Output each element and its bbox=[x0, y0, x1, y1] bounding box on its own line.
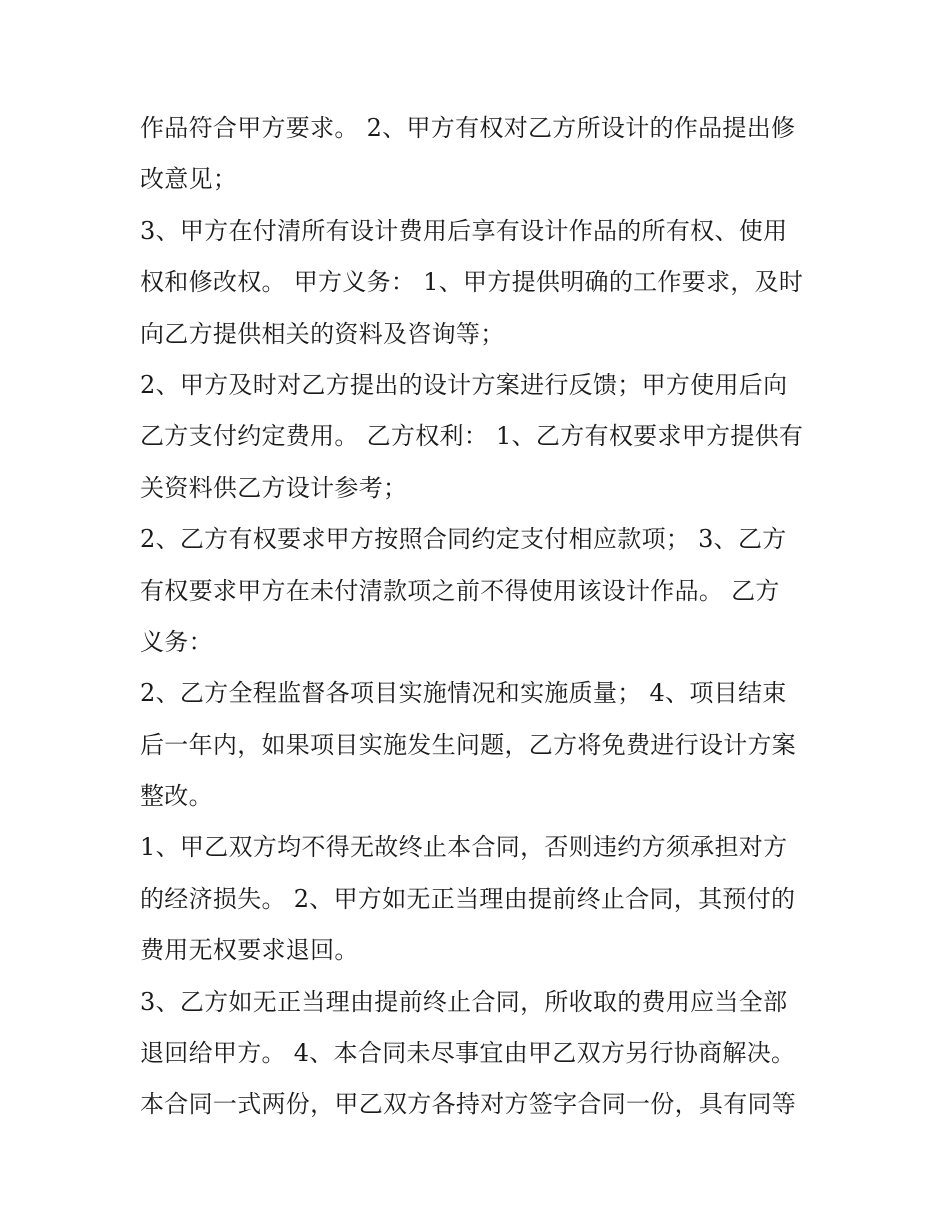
text-line: 1、甲乙双方均不得无故终止本合同，否则违约方须承担对方 bbox=[140, 833, 788, 862]
text-line: 2、甲方及时对乙方提出的设计方案进行反馈；甲方使用后向 bbox=[140, 370, 788, 399]
text-line: 3、乙方如无正当理由提前终止合同，所收取的费用应当全部 bbox=[140, 987, 788, 1016]
text-line: 后一年内，如果项目实施发生问题，乙方将免费进行设计方案 bbox=[140, 730, 797, 759]
text-line: 整改。 bbox=[140, 782, 213, 811]
text-line: 3、甲方在付清所有设计费用后享有设计作品的所有权、使用 bbox=[140, 216, 788, 245]
text-line: 退回给甲方。 4、本合同未尽事宜由甲乙双方另行协商解决。 bbox=[140, 1039, 796, 1068]
text-line: 2、乙方有权要求甲方按照合同约定支付相应款项； 3、乙方 bbox=[140, 525, 787, 554]
text-line: 作品符合甲方要求。 2、甲方有权对乙方所设计的作品提出修 bbox=[140, 114, 796, 142]
text-line: 改意见； bbox=[140, 165, 238, 194]
text-line: 有权要求甲方在未付清款项之前不得使用该设计作品。 乙方 bbox=[140, 576, 780, 605]
text-line: 的经济损失。 2、甲方如无正当理由提前终止合同，其预付的 bbox=[140, 884, 796, 913]
text-line: 费用无权要求退回。 bbox=[140, 936, 359, 965]
text-line: 义务： bbox=[140, 627, 213, 656]
document-body bbox=[140, 103, 830, 1131]
text-line: 向乙方提供相关的资料及咨询等； bbox=[140, 319, 505, 348]
text-line: 本合同一式两份，甲乙双方各持对方签字合同一份，具有同等 bbox=[140, 1090, 797, 1119]
text-line: 2、乙方全程监督各项目实施情况和实施质量； 4、项目结束 bbox=[140, 679, 787, 708]
text-line: 乙方支付约定费用。 乙方权利： 1、乙方有权要求甲方提供有 bbox=[140, 422, 804, 451]
text-line: 权和修改权。 甲方义务： 1、甲方提供明确的工作要求，及时 bbox=[140, 268, 804, 297]
text-line: 关资料供乙方设计参考； bbox=[140, 473, 408, 502]
